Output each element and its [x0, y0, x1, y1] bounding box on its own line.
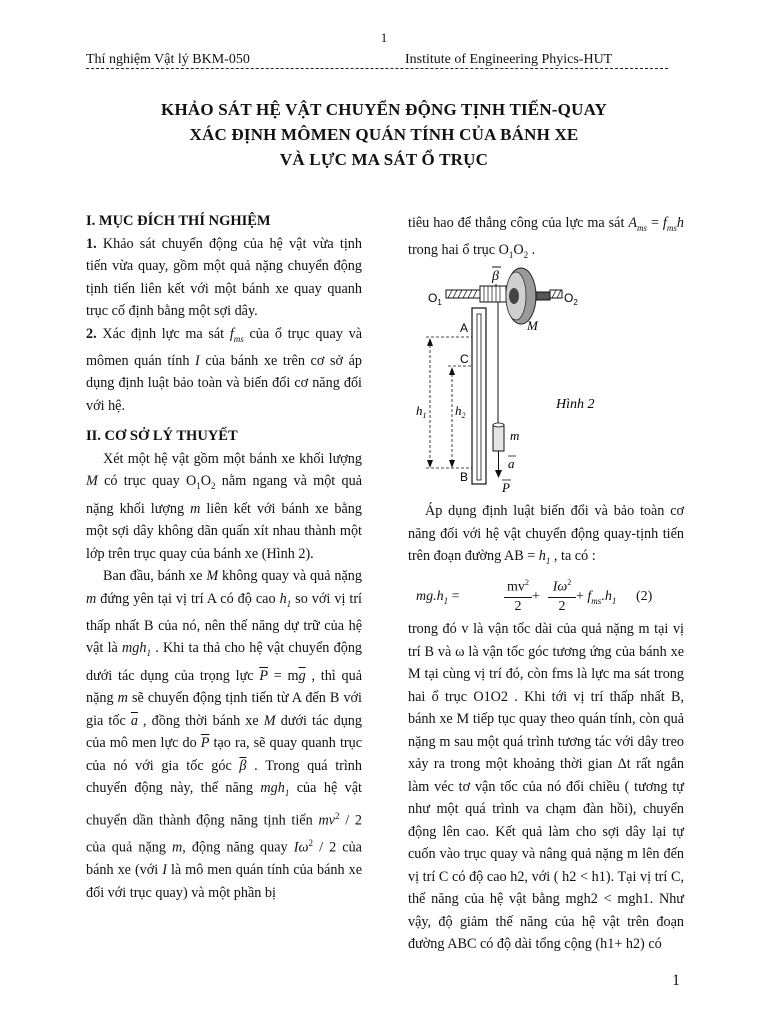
title-line-1: KHẢO SÁT HỆ VẬT CHUYỂN ĐỘNG TỊNH TIẾN-QUAY	[161, 100, 607, 119]
mass-top	[493, 423, 504, 427]
right-column-top	[408, 212, 684, 267]
section-1-heading: I. MỤC ĐÍCH THÍ NGHIỆM	[86, 213, 271, 229]
header-right: Institute of Engineering Phyics-HUT	[405, 52, 613, 67]
bottom-page-number: 1	[672, 972, 680, 989]
explanation-paragraph: trong đó v là vận tốc dài của quả nặng m tại vị trí B và ω là vận tốc góc tương ứng của bánh xe M tại cùng vị trí đó, còn fms là lực ma sát trong hai ổ trục O1O2 . Khi tới vị trí thấp nhất B, bánh xe M tiếp tục quay theo quán tính, còn quả nặng m sau một quá trình tương tác với dây treo xảy ra trong một khoảng thời gian Δt rất ngắn làm véc tơ vận tốc của nó đổi chiều ( tương tự như một quá trình va chạm đàn hồi), chuyển động lên cao. Kết quả làm cho sợi dây lại tự cuốn vào trục quay và nâng quả nặng m lên đến vị trí C có độ cao h2, với ( h2 < h1). Tại vị trí C, thế năng của hệ vật bằng mgh2 < mgh1. Như vậy, độ giảm thế năng của hệ vật trên đoạn đường ABC có độ dài tổng cộng (h1+ h2) có	[408, 621, 684, 953]
mass-weight	[493, 425, 504, 451]
fraction-2: $I\omega^2$ 2	[548, 574, 576, 616]
top-page-number: 1	[380, 30, 388, 45]
h1-arrow-top	[427, 338, 433, 346]
point-c-label: C	[460, 352, 469, 366]
fraction-1: $mv^2$ 2	[504, 574, 532, 616]
header-divider	[86, 68, 668, 69]
beta-label: β	[492, 269, 499, 284]
figure-hinh-2	[408, 262, 684, 498]
h2-arrow-top	[449, 367, 455, 375]
right-axle	[536, 292, 550, 300]
weight-vector-head	[495, 470, 502, 478]
h1-label: $h_1$	[416, 403, 427, 420]
figure-caption: Hình 2	[556, 397, 595, 412]
h1-arrow-bottom	[427, 460, 433, 468]
mass-label: m	[510, 428, 520, 443]
theory-paragraph-1: Xét một hệ vật gồm một bánh xe khối lượng M có trục quay $O_1O_2$ nằm ngang và một quả nặng khối lượng m liên kết với bánh xe bằng một sợi dây không dãn quấn xít nhau thành một lớp trên trục quay của bánh xe (Hình 2).	[86, 450, 363, 562]
h2-arrow-bottom	[449, 460, 455, 468]
friction-work-text: tiêu hao để thắng công của lực ma sát $A_{ms} = f_{ms}h$ trong hai ổ trục $O_1O_2$ .	[408, 215, 684, 261]
energy-paragraph: Áp dụng định luật biến đổi và bảo toàn cơ năng đối với hệ vật chuyển động quay-tịnh tiến trên đoạn đường AB = $h_1$ , ta có :	[408, 503, 684, 566]
header-left: Thí nghiệm Vật lý BKM-050	[86, 52, 250, 67]
h2-label: $h_2$	[455, 403, 466, 420]
right-column-bottom	[408, 500, 684, 956]
acceleration-label: a	[508, 456, 515, 471]
left-column	[86, 210, 362, 904]
point-a-label: A	[460, 321, 469, 335]
point-b-label: B	[460, 470, 469, 484]
o2-label: $O_2$	[564, 291, 578, 307]
wheel-hub	[509, 288, 519, 304]
section-2-heading: II. CƠ SỞ LÝ THUYẾT	[86, 428, 238, 445]
title-line-2: XÁC ĐỊNH MÔMEN QUÁN TÍNH CỦA BÁNH XE	[189, 125, 579, 144]
wheel-mass-label: M	[527, 318, 538, 333]
objective-1: 1. Khảo sát chuyển động của hệ vật vừa tịnh tiến vừa quay, gồm một quả nặng chuyển động tịnh tiến liên kết với một bánh xe quay quanh trục cố định bằng một sợi dây.	[86, 235, 362, 319]
weight-label: P	[502, 480, 510, 495]
objective-2: 2. Xác định lực ma sát $f_{ms}$ của ổ trục quay và mômen quán tính I của bánh xe trên cơ sở áp dụng định luật bảo toàn và biến đổi cơ năng đối với hệ.	[86, 325, 362, 414]
o1-label: $O_1$	[428, 291, 442, 307]
equation-2: $mg.h_1$ = $mv^2$ 2 + $I\omega^2$ 2 + $f_{ms}.h_1$ (2)	[408, 574, 684, 618]
theory-paragraph-2: Ban đầu, bánh xe M không quay và quả nặng m đứng yên tại vị trí A có độ cao $h_1$ so với vị trí thấp nhất B của nó, nên thế năng dự trữ của hệ vật là mgh$_1$ . Khi ta thả cho hệ vật chuyển động dưới tác dụng của trọng lực $\overline{P} = m\overline{g}$ , thì quả nặng m sẽ chuyển động tịnh tiến từ A đến B với gia tốc $\overline{a}$ , đồng thời bánh xe M dưới tác dụng của mô men lực do $\overline{P}$ tạo ra, sẽ quay quanh trục của nó với gia tốc góc $\overline{\beta}$ . Trong quá trình chuyển động này, thế năng mgh$_1$ của hệ vật chuyển dần thành động năng tịnh tiến $mv^2 / 2$ của quả nặng m, động năng quay $I\omega^2 / 2$ của bánh xe (với I là mô men quán tính của bánh xe đối với trục quay) và một phần bị	[86, 568, 363, 901]
title-line-3: VÀ LỰC MA SÁT Ổ TRỤC	[279, 150, 489, 169]
ruler-slot	[477, 314, 481, 480]
